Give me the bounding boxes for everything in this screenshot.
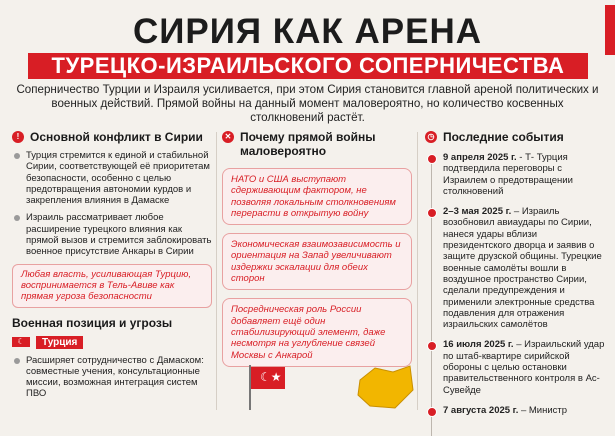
page-title: СИРИЯ КАК АРЕНА [132, 12, 483, 51]
highlight-note: Любая власть, усиливающая Турцию, воспринимается в Тель-Авиве как прямая угроза безопасности [12, 264, 212, 308]
heading-text: Последние события [443, 130, 564, 144]
intro-text: Соперничество Турции и Израиля усиливается, при этом Сирия становится главной ареной политических и военных действий. Прямой войны на данный момент маловероятно, но количество косвенных столкновений растёт. [16, 83, 599, 124]
alert-icon: ! [12, 131, 24, 143]
info-box: Экономическая взаимозависимость и ориентация на Запад увеличивают издержки эскалации для обеих сторон [222, 233, 412, 290]
event-date: 16 июля 2025 г. [443, 339, 514, 351]
column-recent-events [425, 130, 607, 425]
heading-text: Почему прямой войны маловероятно [240, 130, 376, 158]
section-heading [12, 130, 212, 144]
country-label: Турция [36, 336, 83, 349]
column-divider [417, 132, 418, 410]
event-date: 7 августа 2025 г. [443, 404, 519, 416]
info-box: НАТО и США выступают сдерживающим фактором, не позволяя локальным столкновениям перерасти в открытую войну [222, 168, 412, 225]
column-why-no-war [222, 130, 412, 375]
event-text: – Израильский удар по штаб-квартире сирийской обороны с целью остановки правительственного контроля в Ас-Сувейде [443, 339, 605, 396]
event-date: 9 апреля 2025 г. [443, 152, 517, 163]
list-item: Турция стремится к единой и стабильной Сирии, соответствующей её приоритетам безопасности, особенно с целью предотвращения автономии курдов и закрепления влияния в Дамаске [12, 150, 212, 206]
section-heading [222, 130, 412, 158]
timeline-event [443, 152, 607, 197]
list-item: Расширяет сотрудничество с Дамаском: совместные учения, консультационные миссии, возможная интеграция систем ПВО [12, 355, 212, 400]
cross-icon: ✕ [222, 131, 234, 143]
column-divider [216, 132, 217, 410]
section-heading: Военная позиция и угрозы [12, 315, 173, 330]
list-item: Израиль рассматривает любое расширение турецкого влияния как прямой вызов и стремится заблокировать военное присутствие Анкары в Сирии [12, 212, 212, 257]
timeline-event [443, 405, 607, 416]
timeline-event [443, 339, 607, 395]
country-row [12, 336, 212, 349]
timeline [425, 152, 607, 416]
timeline-event [443, 206, 607, 330]
clock-icon: ◷ [425, 131, 437, 143]
syria-map-illustration [355, 360, 415, 410]
column-main-conflict [12, 130, 212, 406]
event-text: - Т- Турция подтвердила переговоры с Израилем о предотвращении столкновений [443, 152, 573, 197]
turkey-flag-illustration: ☾★ [251, 367, 285, 389]
event-text: – Израиль возобновил авиаудары по Сирии, нанеся удары вблизи президентского дворца и заявив о защите друзской общины. Турецкие военные самолёты вошли в воздушное пространство Сирии, сделали предупреждения и применили электронные средства подавления для отражения израильских самолётов [443, 206, 602, 331]
turkey-flag-icon: ☾ [12, 337, 30, 347]
section-heading [425, 130, 607, 144]
info-box: Посредническая роль России добавляет ещё один стабилизирующий элемент, даже несмотря на углубление связей Москвы с Анкарой [222, 298, 412, 366]
page-subtitle: ТУРЕЦКО-ИЗРАИЛЬСКОГО СОПЕРНИЧЕСТВА [28, 53, 588, 79]
event-text: – Министр [518, 404, 568, 416]
event-date: 2–3 мая 2025 г. [443, 206, 512, 218]
heading-text: Основной конфликт в Сирии [30, 130, 203, 144]
